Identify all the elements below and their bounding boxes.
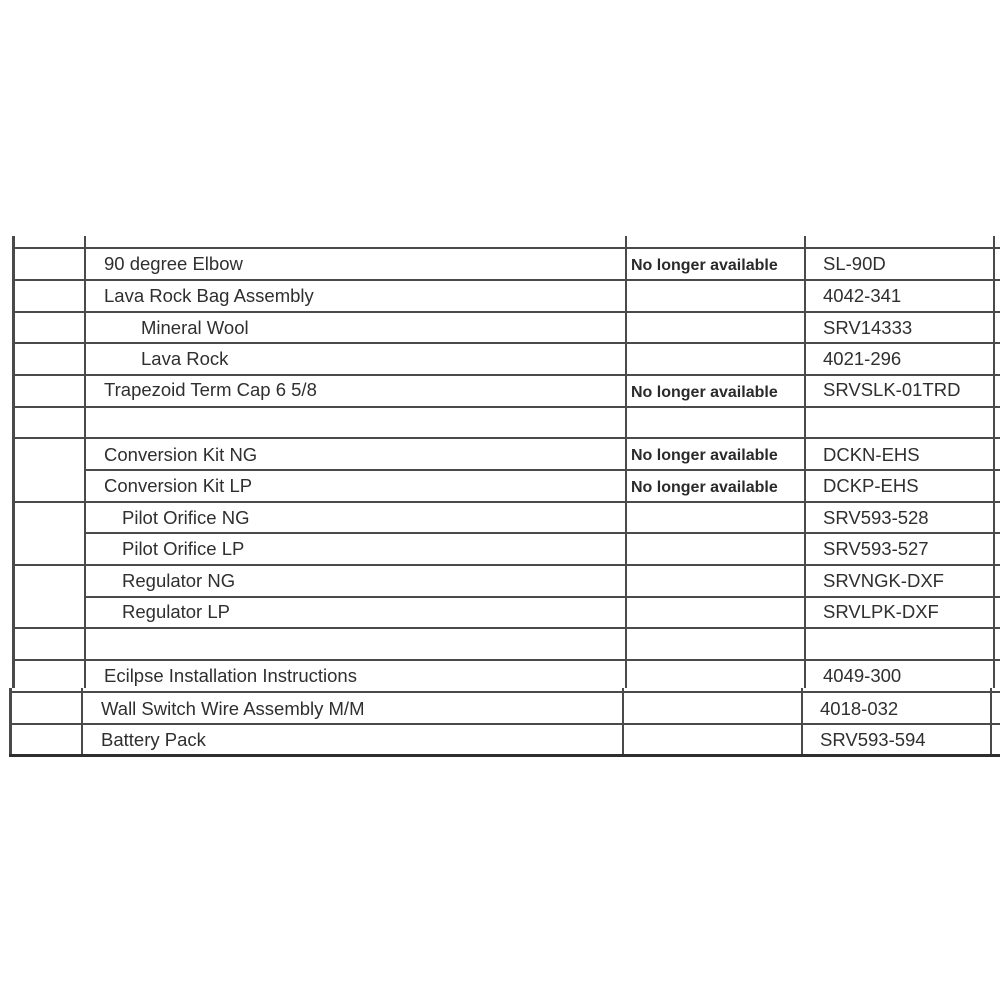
item-description: 90 degree Elbow — [104, 253, 243, 274]
item-description: Regulator NG — [122, 570, 236, 591]
part-number: SRV593-594 — [820, 729, 926, 750]
row-divider — [13, 437, 1000, 439]
availability-status: No longer available — [631, 257, 778, 274]
row-divider — [13, 627, 1000, 629]
item-description: Pilot Orifice NG — [122, 507, 250, 528]
part-number: SRV593-528 — [823, 507, 929, 528]
item-description: Mineral Wool — [141, 317, 249, 338]
upper-table-col-divider — [84, 236, 86, 688]
row-divider — [13, 311, 1000, 313]
part-number: SRV593-527 — [823, 538, 929, 559]
lower-table-col-divider — [81, 688, 83, 755]
row-divider — [13, 501, 1000, 503]
item-description: Conversion Kit LP — [104, 475, 253, 496]
upper-table-col-divider — [804, 236, 806, 688]
item-description: Battery Pack — [101, 729, 206, 750]
row-divider — [13, 406, 1000, 408]
part-number: 4042-341 — [823, 285, 902, 306]
part-number: SRVSLK-01TRD — [823, 379, 961, 400]
availability-status: No longer available — [631, 479, 778, 496]
part-number: SL-90D — [823, 253, 886, 274]
part-number: DCKP-EHS — [823, 475, 919, 496]
row-divider — [10, 723, 1000, 725]
part-number: SRVNGK-DXF — [823, 570, 944, 591]
lower-table-col-divider — [801, 688, 803, 755]
lower-table-col-divider — [990, 688, 992, 755]
row-divider — [13, 374, 1000, 376]
upper-table-left-border — [12, 236, 15, 688]
row-divider — [85, 469, 1000, 471]
availability-status: No longer available — [631, 447, 778, 464]
lower-table-bottom-border — [9, 754, 1000, 757]
item-description: Lava Rock — [141, 348, 229, 369]
part-number: DCKN-EHS — [823, 444, 920, 465]
item-description: Pilot Orifice LP — [122, 538, 245, 559]
item-description: Conversion Kit NG — [104, 444, 258, 465]
availability-status: No longer available — [631, 384, 778, 401]
part-number: SRV14333 — [823, 317, 913, 338]
item-description: Ecilpse Installation Instructions — [104, 665, 357, 686]
part-number: 4049-300 — [823, 665, 902, 686]
row-divider — [13, 564, 1000, 566]
row-divider — [10, 691, 1000, 693]
row-divider — [13, 342, 1000, 344]
row-divider — [13, 659, 1000, 661]
part-number: SRVLPK-DXF — [823, 601, 939, 622]
lower-table-col-divider — [622, 688, 624, 755]
part-number: 4018-032 — [820, 698, 899, 719]
row-divider — [13, 279, 1000, 281]
item-description: Regulator LP — [122, 601, 230, 622]
upper-table-col-divider — [625, 236, 627, 688]
upper-table-col-divider — [993, 236, 995, 688]
item-description: Wall Switch Wire Assembly M/M — [101, 698, 365, 719]
row-divider — [85, 532, 1000, 534]
part-number: 4021-296 — [823, 348, 902, 369]
row-divider — [85, 596, 1000, 598]
row-divider — [13, 247, 1000, 249]
item-description: Lava Rock Bag Assembly — [104, 285, 314, 306]
item-description: Trapezoid Term Cap 6 5/8 — [104, 379, 317, 400]
